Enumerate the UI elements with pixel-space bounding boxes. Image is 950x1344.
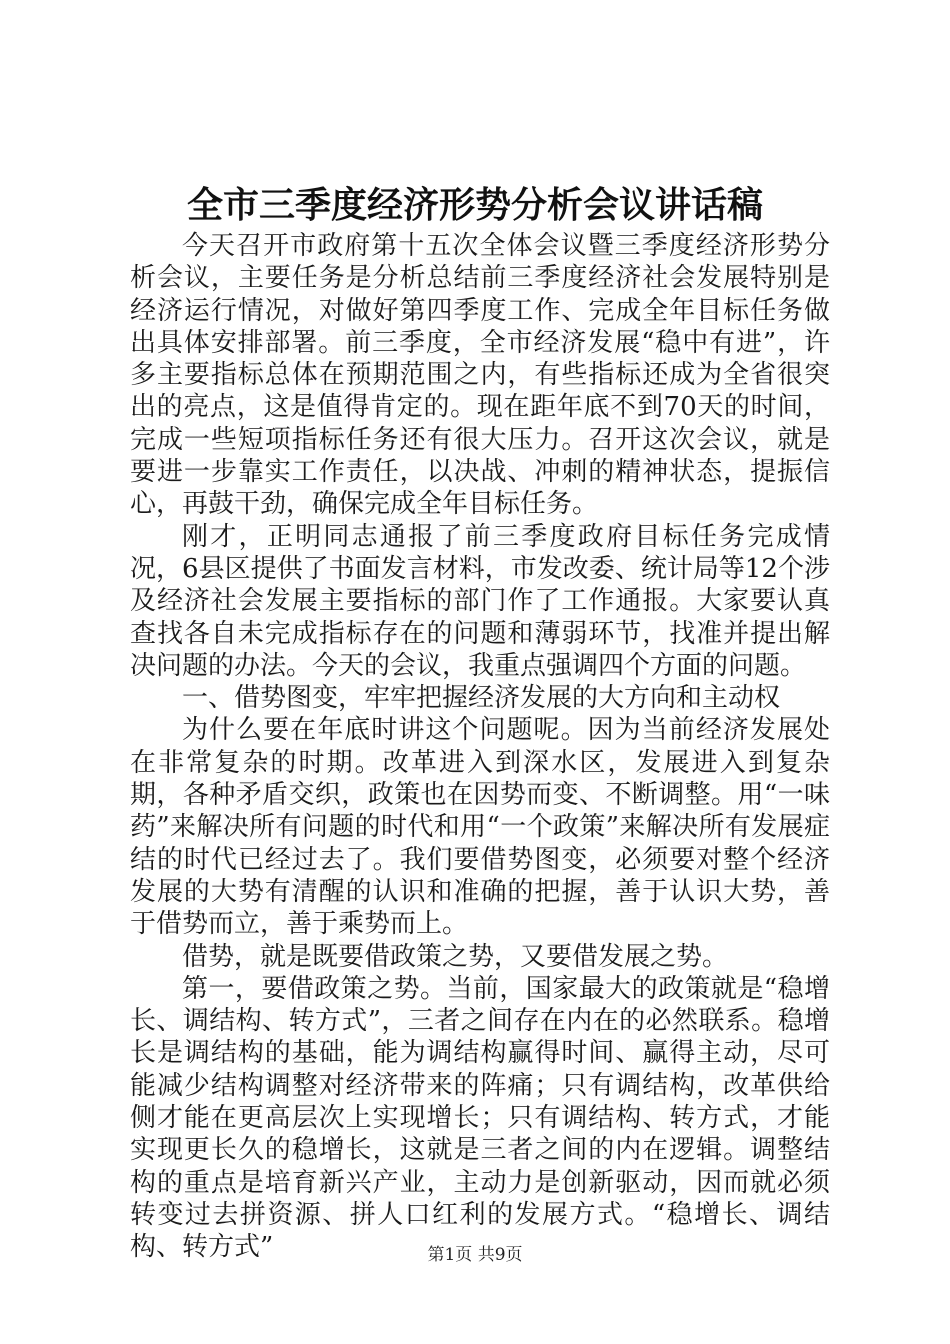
- document-body: [130, 230, 830, 1264]
- page-indicator: 第1页 共9页: [427, 1245, 523, 1265]
- paragraph-4: 借势，就是既要借政策之势，又要借发展之势。: [182, 941, 729, 972]
- paragraph-5: 第一，要借政策之势。当前，国家最大的政策就是“稳增长、调结构、转方式”，三者之间存在内在的必然联系。稳增长是调结构的基础，能为调结构赢得时间、赢得主动，尽可能减少结构调整对经济带来的阵痛；只有调结构，改革供给侧才能在更高层次上实现增长；只有调结构、转方式，才能实现更长久的稳增长，这就是三者之间的内在逻辑。调整结构的重点是培育新兴产业，主动力是创新驱动，因而就必须转变过去拼资源、拼人口红利的发展方式。“稳增长、调结构、转方式”: [130, 973, 830, 1263]
- paragraph-1: 今天召开市政府第十五次全体会议暨三季度经济形势分析会议，主要任务是分析总结前三季度经济社会发展特别是经济运行情况，对做好第四季度工作、完成全年目标任务做出具体安排部署。前三季度，全市经济发展“稳中有进”，许多主要指标总体在预期范围之内，有些指标还成为全省很突出的亮点，这是值得肯定的。现在距年底不到70天的时间，完成一些短项指标任务还有很大压力。召开这次会议，就是要进一步靠实工作责任，以决战、冲刺的精神状态，提振信心，再鼓干劲，确保完成全年目标任务。: [130, 231, 830, 520]
- paragraph-2: 刚才，正明同志通报了前三季度政府目标任务完成情况，6县区提供了书面发言材料，市发改委、统计局等12个涉及经济社会发展主要指标的部门作了工作通报。大家要认真查找各自未完成指标存在的问题和薄弱环节，找准并提出解决问题的办法。今天的会议，我重点强调四个方面的问题。: [130, 521, 830, 681]
- paragraph-3: 为什么要在年底时讲这个问题呢。因为当前经济发展处在非常复杂的时期。改革进入到深水区，发展进入到复杂期，各种矛盾交织，政策也在因势而变、不断调整。用“一味药”来解决所有问题的时代和用“一个政策”来解决所有发展症结的时代已经过去了。我们要借势图变，必须要对整个经济发展的大势有清醒的认识和准确的把握，善于认识大势，善于借势而立，善于乘势而上。: [130, 715, 830, 940]
- section-heading-1: 一、借势图变，牢牢把握经济发展的大方向和主动权: [182, 683, 781, 714]
- document-title: 全市三季度经济形势分析会议讲话稿: [186, 184, 763, 226]
